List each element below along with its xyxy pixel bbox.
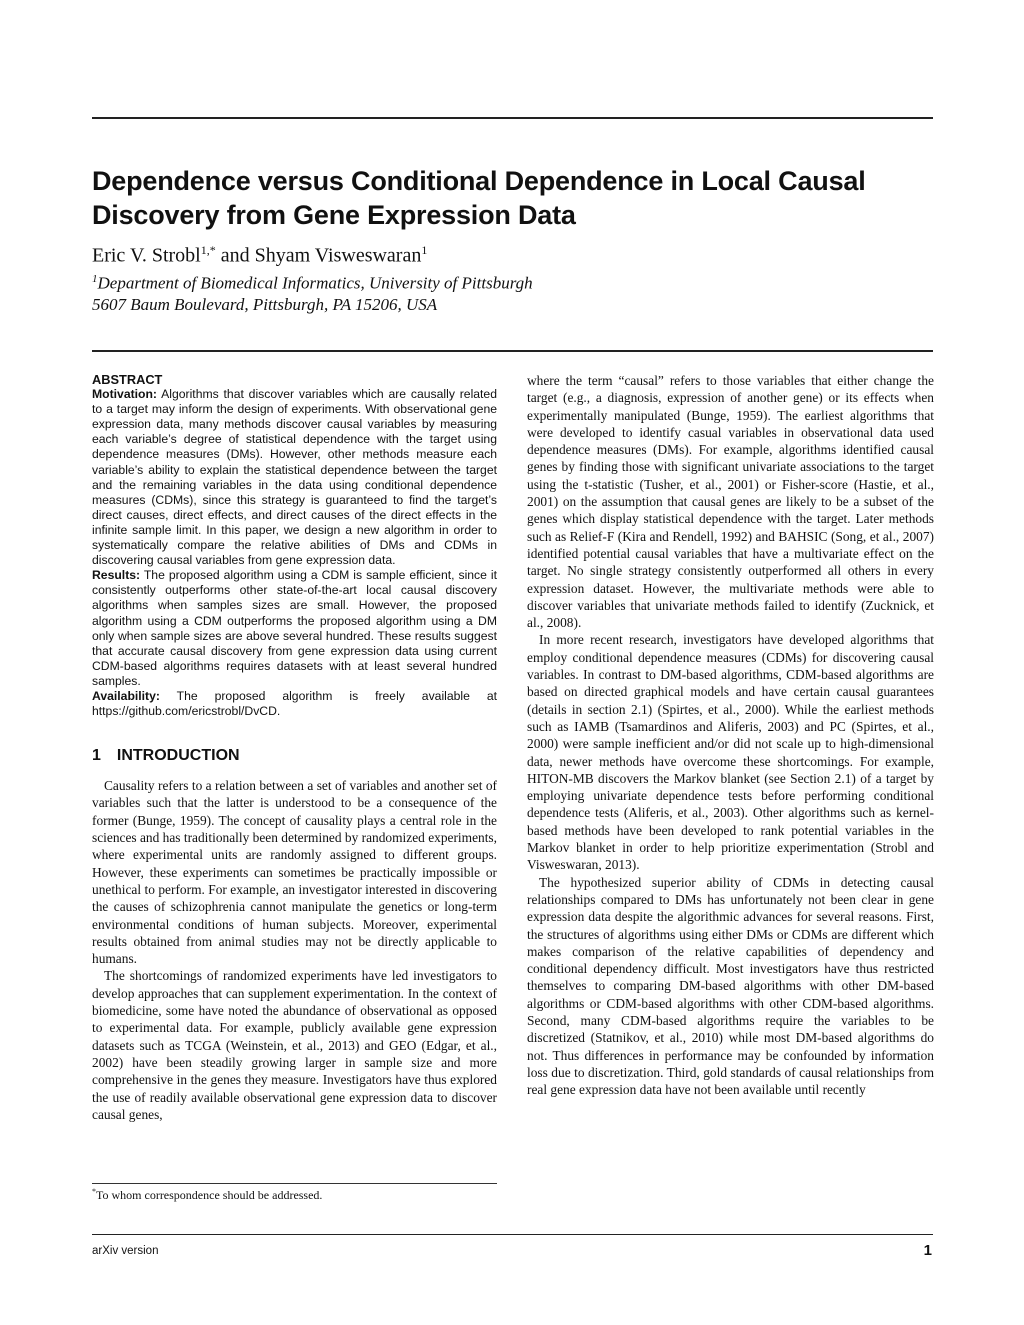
- author-superscript: 1: [421, 243, 428, 257]
- left-column: [92, 372, 497, 1123]
- footnote-rule: [92, 1183, 497, 1184]
- footnote: [92, 1187, 322, 1203]
- results-text: The proposed algorithm using a CDM is sample efficient, since it consistently outperforms other state-of-the-art local causal discovery algorithms when samples sizes are small. However, the proposed algorithm using a CDM outperforms the proposed algorithm using a DM only when sample sizes are above several hundred. These results suggest that accurate causal discovery from gene expression data using current CDM-based algorithms requires datasets with at least several hundred samples.: [92, 568, 497, 688]
- title-block: [92, 164, 937, 316]
- abstract: [92, 372, 497, 719]
- author-conjunction: and: [215, 244, 255, 267]
- header-rule: [92, 350, 933, 352]
- footer-version: arXiv version: [92, 1245, 159, 1257]
- paragraph: The shortcomings of randomized experiments have led investigators to develop approaches that can supplement experimentation. In the context of biomedicine, some have noted the abundance of observational as opposed to experimental data. For example, publicly available gene expression datasets such as TCGA (Weinstein, et al., 2013) and GEO (Edgar, et al., 2002) have been steadily growing larger in sample size and more comprehensive in the genes they measure. Investigators have thus explored the use of readily available observational gene expression data to discover causal genes,: [92, 968, 497, 1122]
- paragraph: Causality refers to a relation between a set of variables and another set of variables such that the latter is understood to be a consequence of the former (Bunge, 1959). The concept of causality plays a central role in the sciences and has traditionally been determined by randomized experiments, where experimental units are randomly assigned to different groups. However, these experiments can sometimes be practically impossible or unethical to perform. For example, an investigator interested in discovering the causes of schizophrenia cannot manipulate the genetics or long-term environmental conditions of human subjects. Moreover, experimental results obtained from animal studies may not be directly applicable to humans.: [92, 778, 497, 967]
- section-number: 1: [92, 747, 101, 765]
- intro-text: [92, 777, 497, 1123]
- footnote-text: To whom correspondence should be addressed.: [96, 1188, 323, 1202]
- paragraph: where the term “causal” refers to those variables that either change the target (e.g., a diagnosis, expression of another gene) or its effects when experimentally manipulated (Bunge, 1959). The earliest algorithms that were developed to identify casual variables in observational data used dependence measures (DMs). For example, algorithms identified causal genes by finding those with significant univariate associations to the target using the t-statistic (Tusher, et al., 2001) or Fisher-score (Hastie, et al., 2001) on the assumption that causal genes are likely to be a subset of the genes which display statistical dependence with the target. Later methods such as Relief-F (Kira and Rendell, 1992) and BAHSIC (Song, et al., 2007) identified potential causal variables that have a multivariate effect on the target. No single strategy consistently outperformed all others in every expression dataset. However, the multivariate methods were able to discover variables that univariate methods failed to identify (Zucknick, et al., 2008).: [527, 373, 934, 631]
- abstract-results: [92, 568, 497, 689]
- section-heading: [92, 747, 497, 765]
- affiliation-line-2: 5607 Baum Boulevard, Pittsburgh, PA 15206, USA: [92, 295, 438, 315]
- availability-label: Availability:: [92, 688, 160, 703]
- footnote-marker: *: [92, 1187, 96, 1196]
- right-column: [527, 372, 934, 1098]
- author-superscript: 1,*: [200, 243, 216, 257]
- top-rule: [92, 117, 933, 119]
- availability-text: The proposed algorithm is freely available at https://github.com/ericstrobl/DvCD.: [92, 688, 497, 719]
- right-column-text: [527, 372, 934, 1098]
- section-title: INTRODUCTION: [116, 747, 240, 765]
- affiliation-superscript: 1: [92, 272, 98, 285]
- motivation-text: Algorithms that discover variables which are causally related to a target may inform the design of experiments. With observational gene expression data, many methods discover causal variables by measuring each variable’s degree of statistical dependence with the target using dependence measures (DMs). However, other methods measure each variable’s ability to explain the statistical dependence between the target and the remaining variables in the data using conditional dependence measures (CDMs), since this strategy is guaranteed to find the target’s direct causes, direct effects, and direct causes of the direct effects in the infinite sample limit. In this paper, we design a new algorithm in order to systematically compare the relative abilities of DMs and CDMs in discovering causal variables from gene expression data.: [92, 387, 497, 568]
- abstract-heading: ABSTRACT: [92, 372, 163, 387]
- results-label: Results:: [92, 568, 141, 583]
- author-name: Eric V. Strobl: [92, 244, 201, 267]
- affiliation-line-1: [92, 268, 937, 295]
- author-line: [92, 238, 937, 268]
- abstract-motivation: [92, 387, 497, 568]
- paper-title: Dependence versus Conditional Dependence in Local Causal Discovery from Gene Expression Data: [92, 166, 866, 230]
- page-number: 1: [923, 1242, 932, 1259]
- paragraph: The hypothesized superior ability of CDMs in detecting causal relationships compared to DMs has unfortunately not been clear in gene expression data despite the algorithmic advances for several reasons. First, the structures of algorithms using either DMs or CDMs are different which makes comparison of the relative capabilities of dependency and conditional dependency difficult. Most investigators have thus restricted themselves to comparing DM-based algorithms with other DM-based algorithms or CDM-based algorithms with other CDM-based algorithms. Second, many CDM-based algorithms require the variables to be discretized (Statnikov, et al., 2010) while most DM-based algorithms do not. Thus differences in performance may be confounded by information loss due to discretization. Third, gold standards of causal relationships from real gene expression data have not been available until recently: [527, 874, 934, 1098]
- author-name: Shyam Visweswaran: [254, 244, 422, 267]
- paragraph: In more recent research, investigators have developed algorithms that employ conditional dependence measures (CDMs) for discovering causal variables. In contrast to DM-based algorithms, CDM-based algorithms are based on directed graphical models and have certain causal guarantees (details in section 2.1) (Spirtes, et al., 2000). While the earliest methods such as IAMB (Tsamardinos and Aliferis, 2003) and PC (Spirtes, et al., 2000) were sample inefficient and/or did not scale up to high-dimensional data, newer methods have overcome these shortcomings. For example, HITON-MB discovers the Markov blanket (see Section 2.1) of a target by employing univariate dependence tests before performing conditional dependence tests (Aliferis, et al., 2003). Other algorithms such as kernel-based methods have been developed to rank potential variables in the Markov blanket in order to help prioritize experimentation (Strobl and Visweswaran, 2013).: [527, 632, 934, 873]
- affiliation-text: Department of Biomedical Informatics, University of Pittsburgh: [97, 273, 533, 293]
- abstract-availability: [92, 689, 497, 719]
- footer-rule: [92, 1234, 933, 1235]
- motivation-label: Motivation:: [92, 387, 157, 402]
